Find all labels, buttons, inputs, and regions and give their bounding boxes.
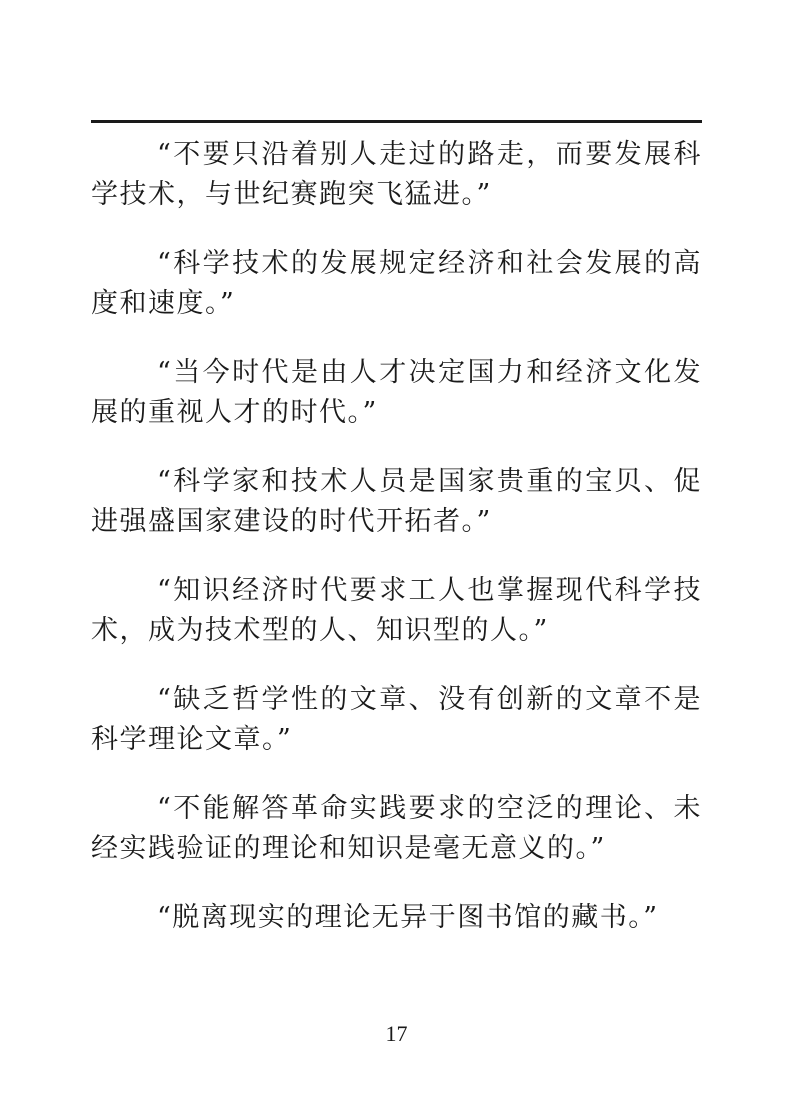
quote-paragraph: “脱离现实的理论无异于图书馆的藏书。”	[157, 902, 659, 933]
quote-paragraph: “科学技术的发展规定经济和社会发展的高度和速度。”	[91, 248, 702, 319]
quote-list	[91, 135, 702, 1007]
quote-paragraph: “不要只沿着别人走过的路走，而要发展科学技术，与世纪赛跑突飞猛进。”	[91, 139, 702, 210]
quote-paragraph: “当今时代是由人才决定国力和经济文化发展的重视人才的时代。”	[91, 357, 702, 428]
quote-paragraph: “不能解答革命实践要求的空泛的理论、未经实践验证的理论和知识是毫无意义的。”	[91, 793, 702, 864]
top-rule	[91, 120, 702, 123]
page-number: 17	[385, 1021, 408, 1046]
quote-paragraph: “知识经济时代要求工人也掌握现代科学技术，成为技术型的人、知识型的人。”	[91, 575, 702, 646]
quote-paragraph: “缺乏哲学性的文章、没有创新的文章不是科学理论文章。”	[91, 684, 702, 755]
quote-paragraph: “科学家和技术人员是国家贵重的宝贝、促进强盛国家建设的时代开拓者。”	[91, 466, 702, 537]
